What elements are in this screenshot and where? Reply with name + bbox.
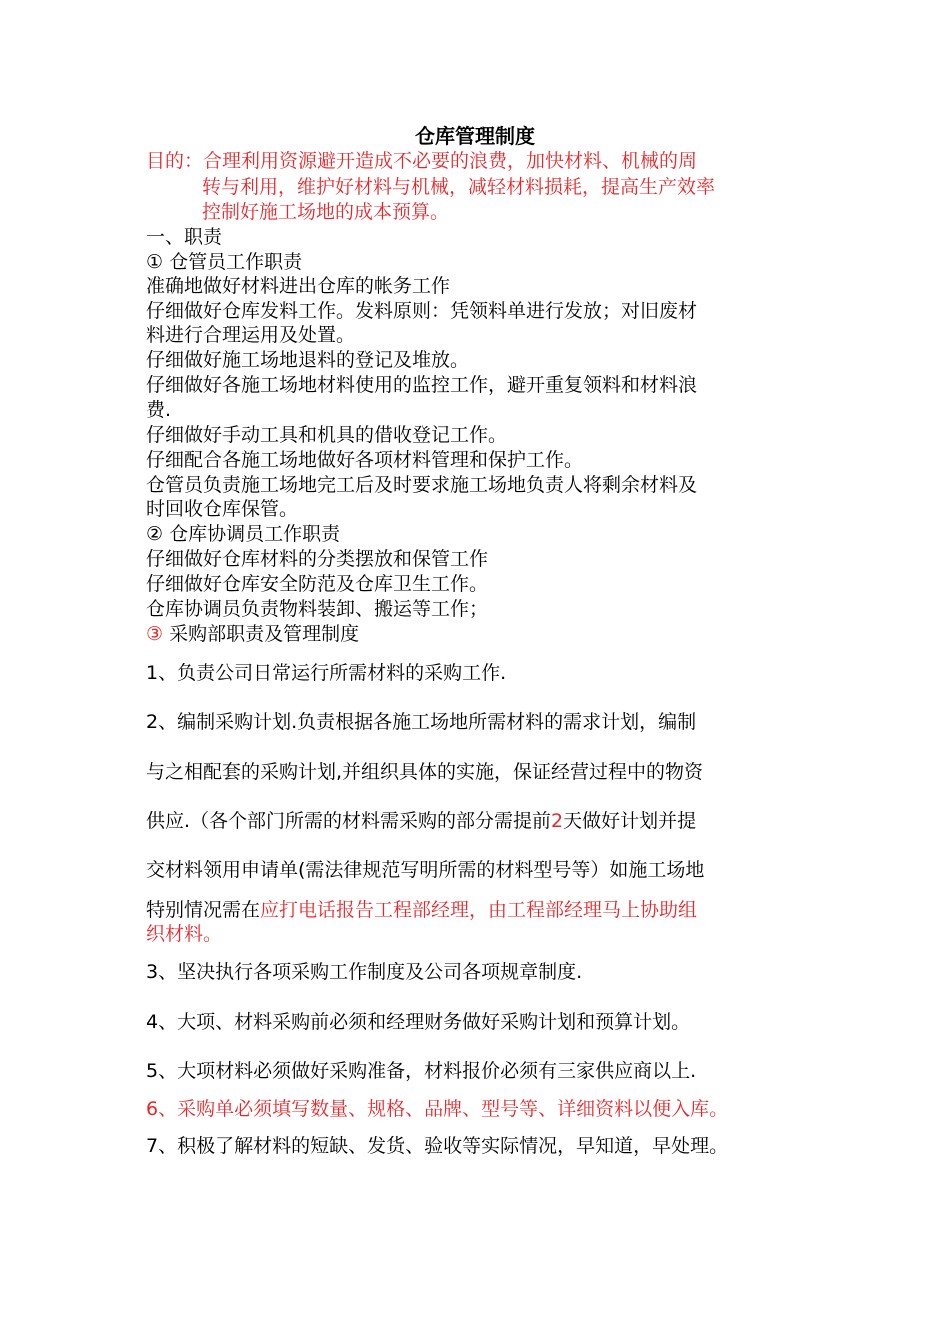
keeper-duty-line: 仔细配合各施工场地做好各项材料管理和保护工作。 (146, 449, 584, 471)
purpose-line-3: 控制好施工场地的成本预算。 (202, 201, 450, 223)
purpose-line-1: 目的：合理利用资源避开造成不必要的浪费，加快材料、机械的周 (146, 150, 698, 172)
document-title: 仓库管理制度 (415, 124, 535, 148)
purchasing-item-2-line (146, 809, 696, 833)
purchasing-item-5: 5、大项材料必须做好采购准备，材料报价必须有三家供应商以上. (146, 1060, 697, 1082)
section-heading-duties: 一、职责 (146, 226, 223, 248)
subsection-heading-warehouse-keeper: ① 仓管员工作职责 (146, 251, 303, 273)
subsection-heading-coordinator: ② 仓库协调员工作职责 (146, 523, 341, 545)
purchasing-item-2-line (146, 898, 697, 922)
purchasing-item-2-text: 天做好计划并提 (563, 810, 697, 832)
keeper-duty-line: 仔细做好各施工场地材料使用的监控工作，避开重复领料和材料浪 (146, 374, 698, 396)
subsection-heading-purchasing (146, 622, 359, 646)
purchasing-heading-number: ③ (146, 623, 164, 645)
purpose-line-2: 转与利用，维护好材料与机械，减轻材料损耗，提高生产效率 (202, 176, 716, 198)
keeper-duty-line: 时回收仓库保管。 (146, 498, 299, 520)
purchasing-item-2-line: 织材料。 (146, 923, 223, 945)
purchasing-item-7: 7、积极了解材料的短缺、发货、验收等实际情况，早知道，早处理。 (146, 1135, 729, 1157)
coordinator-duty-line: 仔细做好仓库材料的分类摆放和保管工作 (146, 548, 489, 570)
highlight-days-number: 2 (551, 810, 564, 832)
purchasing-heading-text: 采购部职责及管理制度 (163, 623, 360, 645)
keeper-duty-line: 准确地做好材料进出仓库的帐务工作 (146, 275, 451, 297)
highlight-call-manager: 应打电话报告工程部经理，由工程部经理马上协助组 (260, 899, 698, 921)
coordinator-duty-line: 仔细做好仓库安全防范及仓库卫生工作。 (146, 573, 489, 595)
keeper-duty-line: 仓管员负责施工场地完工后及时要求施工场地负责人将剩余材料及 (146, 474, 698, 496)
purchasing-item-2-line: 2、编制采购计划.负责根据各施工场地所需材料的需求计划，编制 (146, 711, 697, 733)
purchasing-item-2-line: 交材料领用申请单(需法律规范写明所需的材料型号等）如施工场地 (146, 859, 705, 881)
purchasing-item-4: 4、大项、材料采购前必须和经理财务做好采购计划和预算计划。 (146, 1011, 691, 1033)
purchasing-item-2-line: 与之相配套的采购计划,并组织具体的实施，保证经营过程中的物资 (146, 761, 704, 783)
purchasing-item-1: 1、负责公司日常运行所需材料的采购工作. (146, 662, 507, 684)
keeper-duty-line: 料进行合理运用及处置。 (146, 324, 356, 346)
keeper-duty-line: 费. (146, 399, 172, 421)
purchasing-item-6: 6、采购单必须填写数量、规格、品牌、型号等、详细资料以便入库。 (146, 1098, 729, 1120)
coordinator-duty-line: 仓库协调员负责物料装卸、搬运等工作； (146, 598, 489, 620)
keeper-duty-line: 仔细做好手动工具和机具的借收登记工作。 (146, 424, 508, 446)
keeper-duty-line: 仔细做好仓库发料工作。发料原则：凭领料单进行发放；对旧废材 (146, 300, 698, 322)
purchasing-item-3: 3、坚决执行各项采购工作制度及公司各项规章制度. (146, 961, 583, 983)
purchasing-item-2-text: 特别情况需在 (146, 899, 261, 921)
keeper-duty-line: 仔细做好施工场地退料的登记及堆放。 (146, 349, 470, 371)
purchasing-item-2-text: 供应.（各个部门所需的材料需采购的部分需提前 (146, 810, 552, 832)
